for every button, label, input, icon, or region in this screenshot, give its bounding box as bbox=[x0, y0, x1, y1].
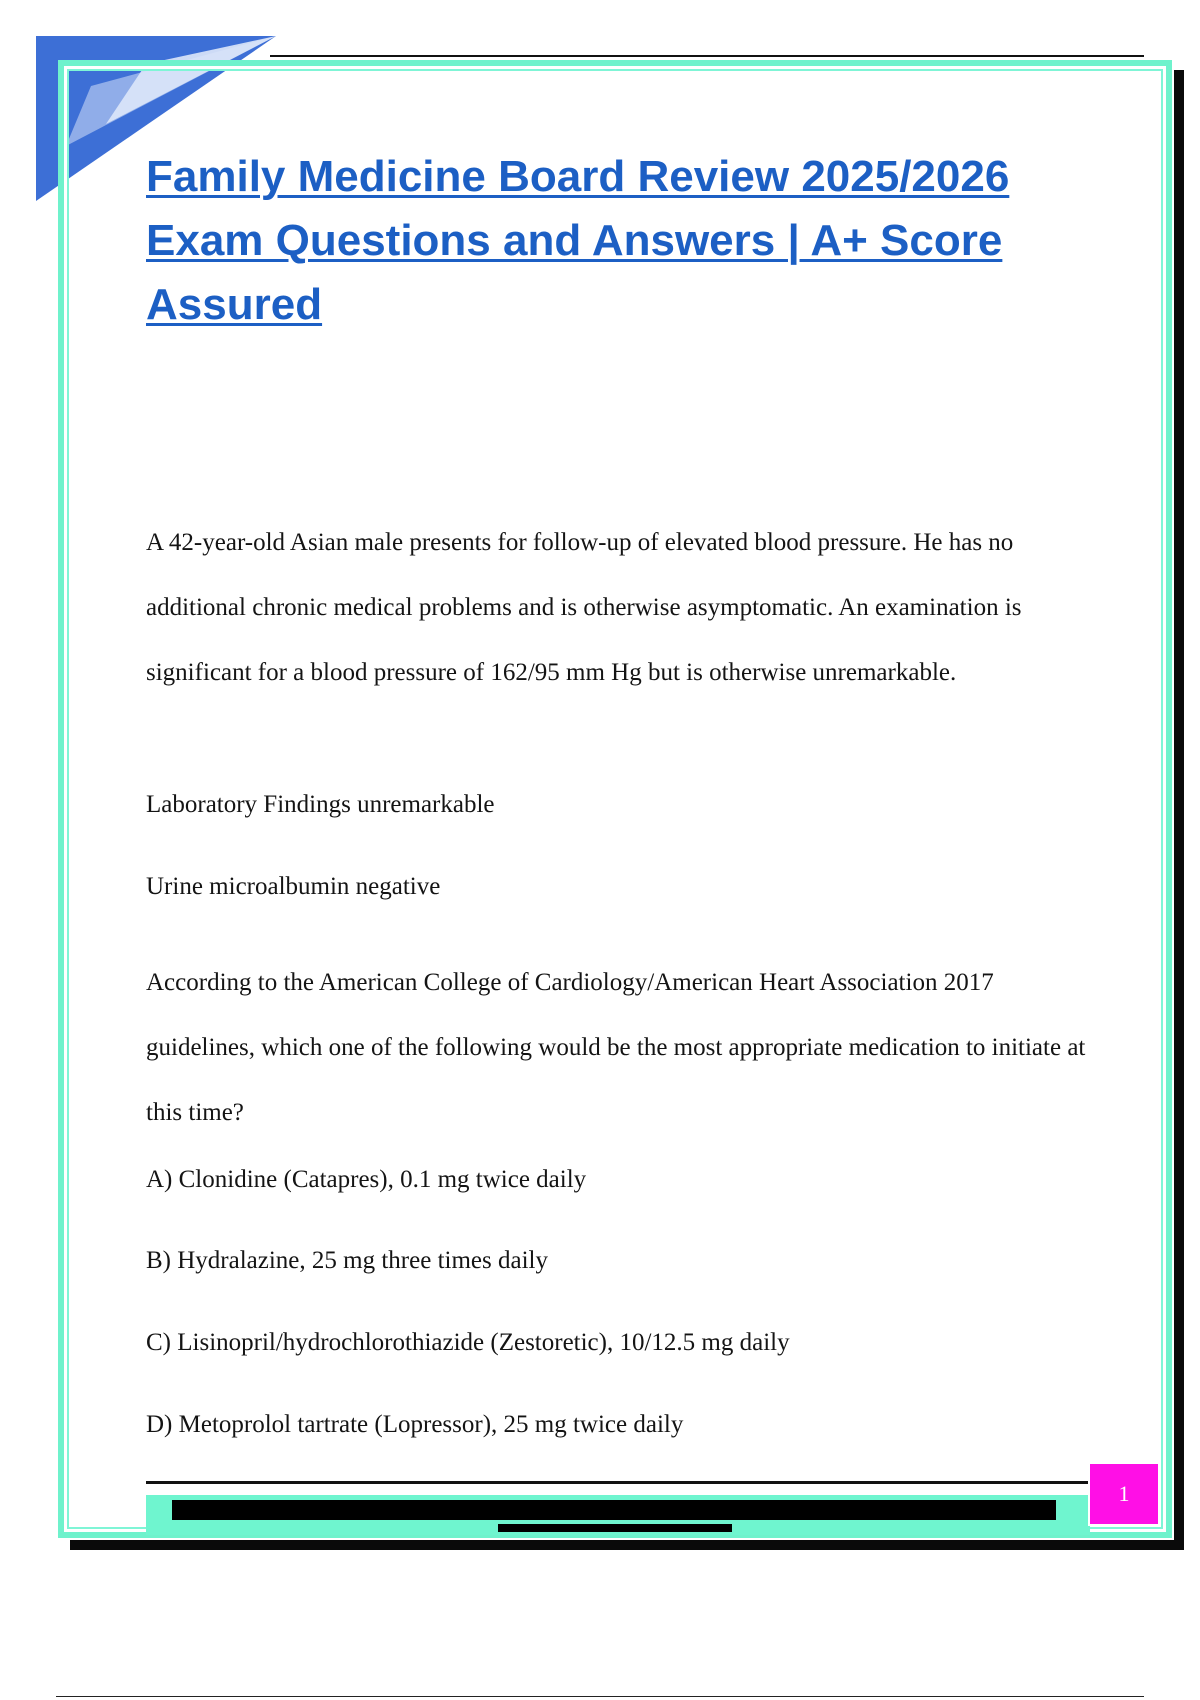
answer-option-c: C) Lisinopril/hydrochlorothiazide (Zestoretic), 10/12.5 mg daily bbox=[146, 1329, 790, 1356]
page-bottom-rule bbox=[56, 1696, 1144, 1697]
corner-page-mark: 1 bbox=[80, 60, 87, 75]
urine-finding: Urine microalbumin negative bbox=[146, 873, 441, 900]
document-title[interactable]: Family Medicine Board Review 2025/2026 Exam Questions and Answers | A+ Score Assured bbox=[146, 152, 1010, 329]
answer-option-b: B) Hydralazine, 25 mg three times daily bbox=[146, 1247, 548, 1274]
question-stem: A 42-year-old Asian male presents for follow-up of elevated blood pressure. He has no additional chronic medical problems and is otherwise asymptomatic. An examination is significant for a blood pressure of 162/95 mm Hg but is otherwise unremarkable. bbox=[146, 529, 1022, 686]
answer-option-d: D) Metoprolol tartrate (Lopressor), 25 mg twice daily bbox=[146, 1411, 684, 1438]
bottom-rule bbox=[146, 1481, 1090, 1484]
lab-findings: Laboratory Findings unremarkable bbox=[146, 791, 495, 818]
page-number-badge bbox=[1088, 1462, 1160, 1526]
page-shadow-bottom bbox=[70, 1540, 1184, 1550]
footer-small-bar bbox=[498, 1524, 732, 1532]
page-number: 1 bbox=[1118, 1481, 1130, 1506]
answer-option-a: A) Clonidine (Catapres), 0.1 mg twice daily bbox=[146, 1166, 587, 1193]
page-shadow-right bbox=[1174, 70, 1184, 1550]
top-rule bbox=[270, 55, 1144, 57]
question-prompt: According to the American College of Cardiology/American Heart Association 2017 guidelines, which one of the following would be the most appropriate medication to initiate at this time? bbox=[146, 969, 1086, 1126]
footer-bar bbox=[172, 1500, 1056, 1520]
